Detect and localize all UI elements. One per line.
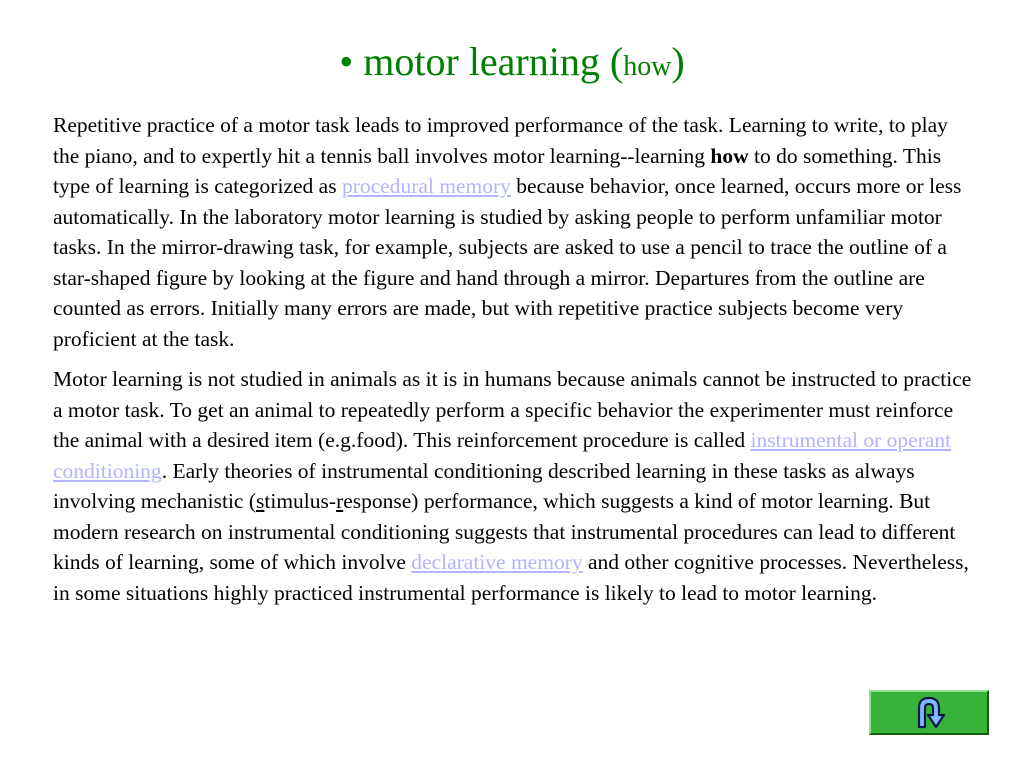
return-button[interactable] — [869, 690, 989, 735]
p2-underlined-r: r — [336, 489, 344, 513]
p2-text-4: esponse) performance, which suggests a kind of motor learning. But modern research on instrumental conditioning suggests that instrumental procedures can lead to different kinds of learning, some of which involve — [53, 489, 956, 574]
u-turn-return-icon — [910, 694, 948, 732]
p1-text-3: because behavior, once learned, occurs more or less automatically. In the laboratory motor learning is studied by asking people to perform unfamiliar motor tasks. In the mirror-drawing task, for example, subjects are asked to use a pencil to trace the outline of a star-shaped figure by looking at the figure and hand through a mirror. Departures from the outline are counted as errors. Initially many errors are made, but with repetitive practice subjects become very proficient at the task. — [53, 174, 962, 351]
title-bullet: • — [339, 39, 364, 84]
page-title — [0, 36, 1024, 93]
declarative-memory-link[interactable]: declarative memory — [411, 550, 583, 574]
p2-text-3: timulus- — [264, 489, 337, 513]
main-content — [53, 110, 978, 608]
p2-text-5: and other cognitive processes. Nevertheless, in some situations highly practiced instrumental performance is likely to lead to motor learning. — [53, 550, 969, 605]
p2-underlined-s: s — [256, 489, 265, 513]
paragraph-motor-learning — [53, 110, 978, 354]
title-main: motor learning ( — [363, 39, 624, 84]
paragraph-animal-learning — [53, 364, 978, 608]
p1-bold-how: how — [710, 143, 749, 168]
procedural-memory-link[interactable]: procedural memory — [341, 174, 511, 198]
p1-text-2: to do something. This type of learning is categorized as — [53, 143, 942, 198]
p1-text-1: Repetitive practice of a motor task leads to improved performance of the task. Learning to write, to play the piano, and to expertly hit a tennis ball involves motor learning--learning — [53, 113, 948, 168]
p2-text-2: . Early theories of instrumental conditioning described learning in these tasks as always involving mechanistic ( — [53, 458, 915, 513]
instrumental-conditioning-link[interactable]: instrumental or operant conditioning — [53, 428, 952, 483]
title-how: how — [623, 51, 672, 82]
p2-text-1: Motor learning is not studied in animals as it is in humans because animals cannot be instructed to practice a motor task. To get an animal to repeatedly perform a specific behavior the experimenter must reinforce the animal with a desired item (e.g.food). This reinforcement procedure is called — [53, 367, 972, 452]
title-close-paren: ) — [671, 39, 685, 84]
